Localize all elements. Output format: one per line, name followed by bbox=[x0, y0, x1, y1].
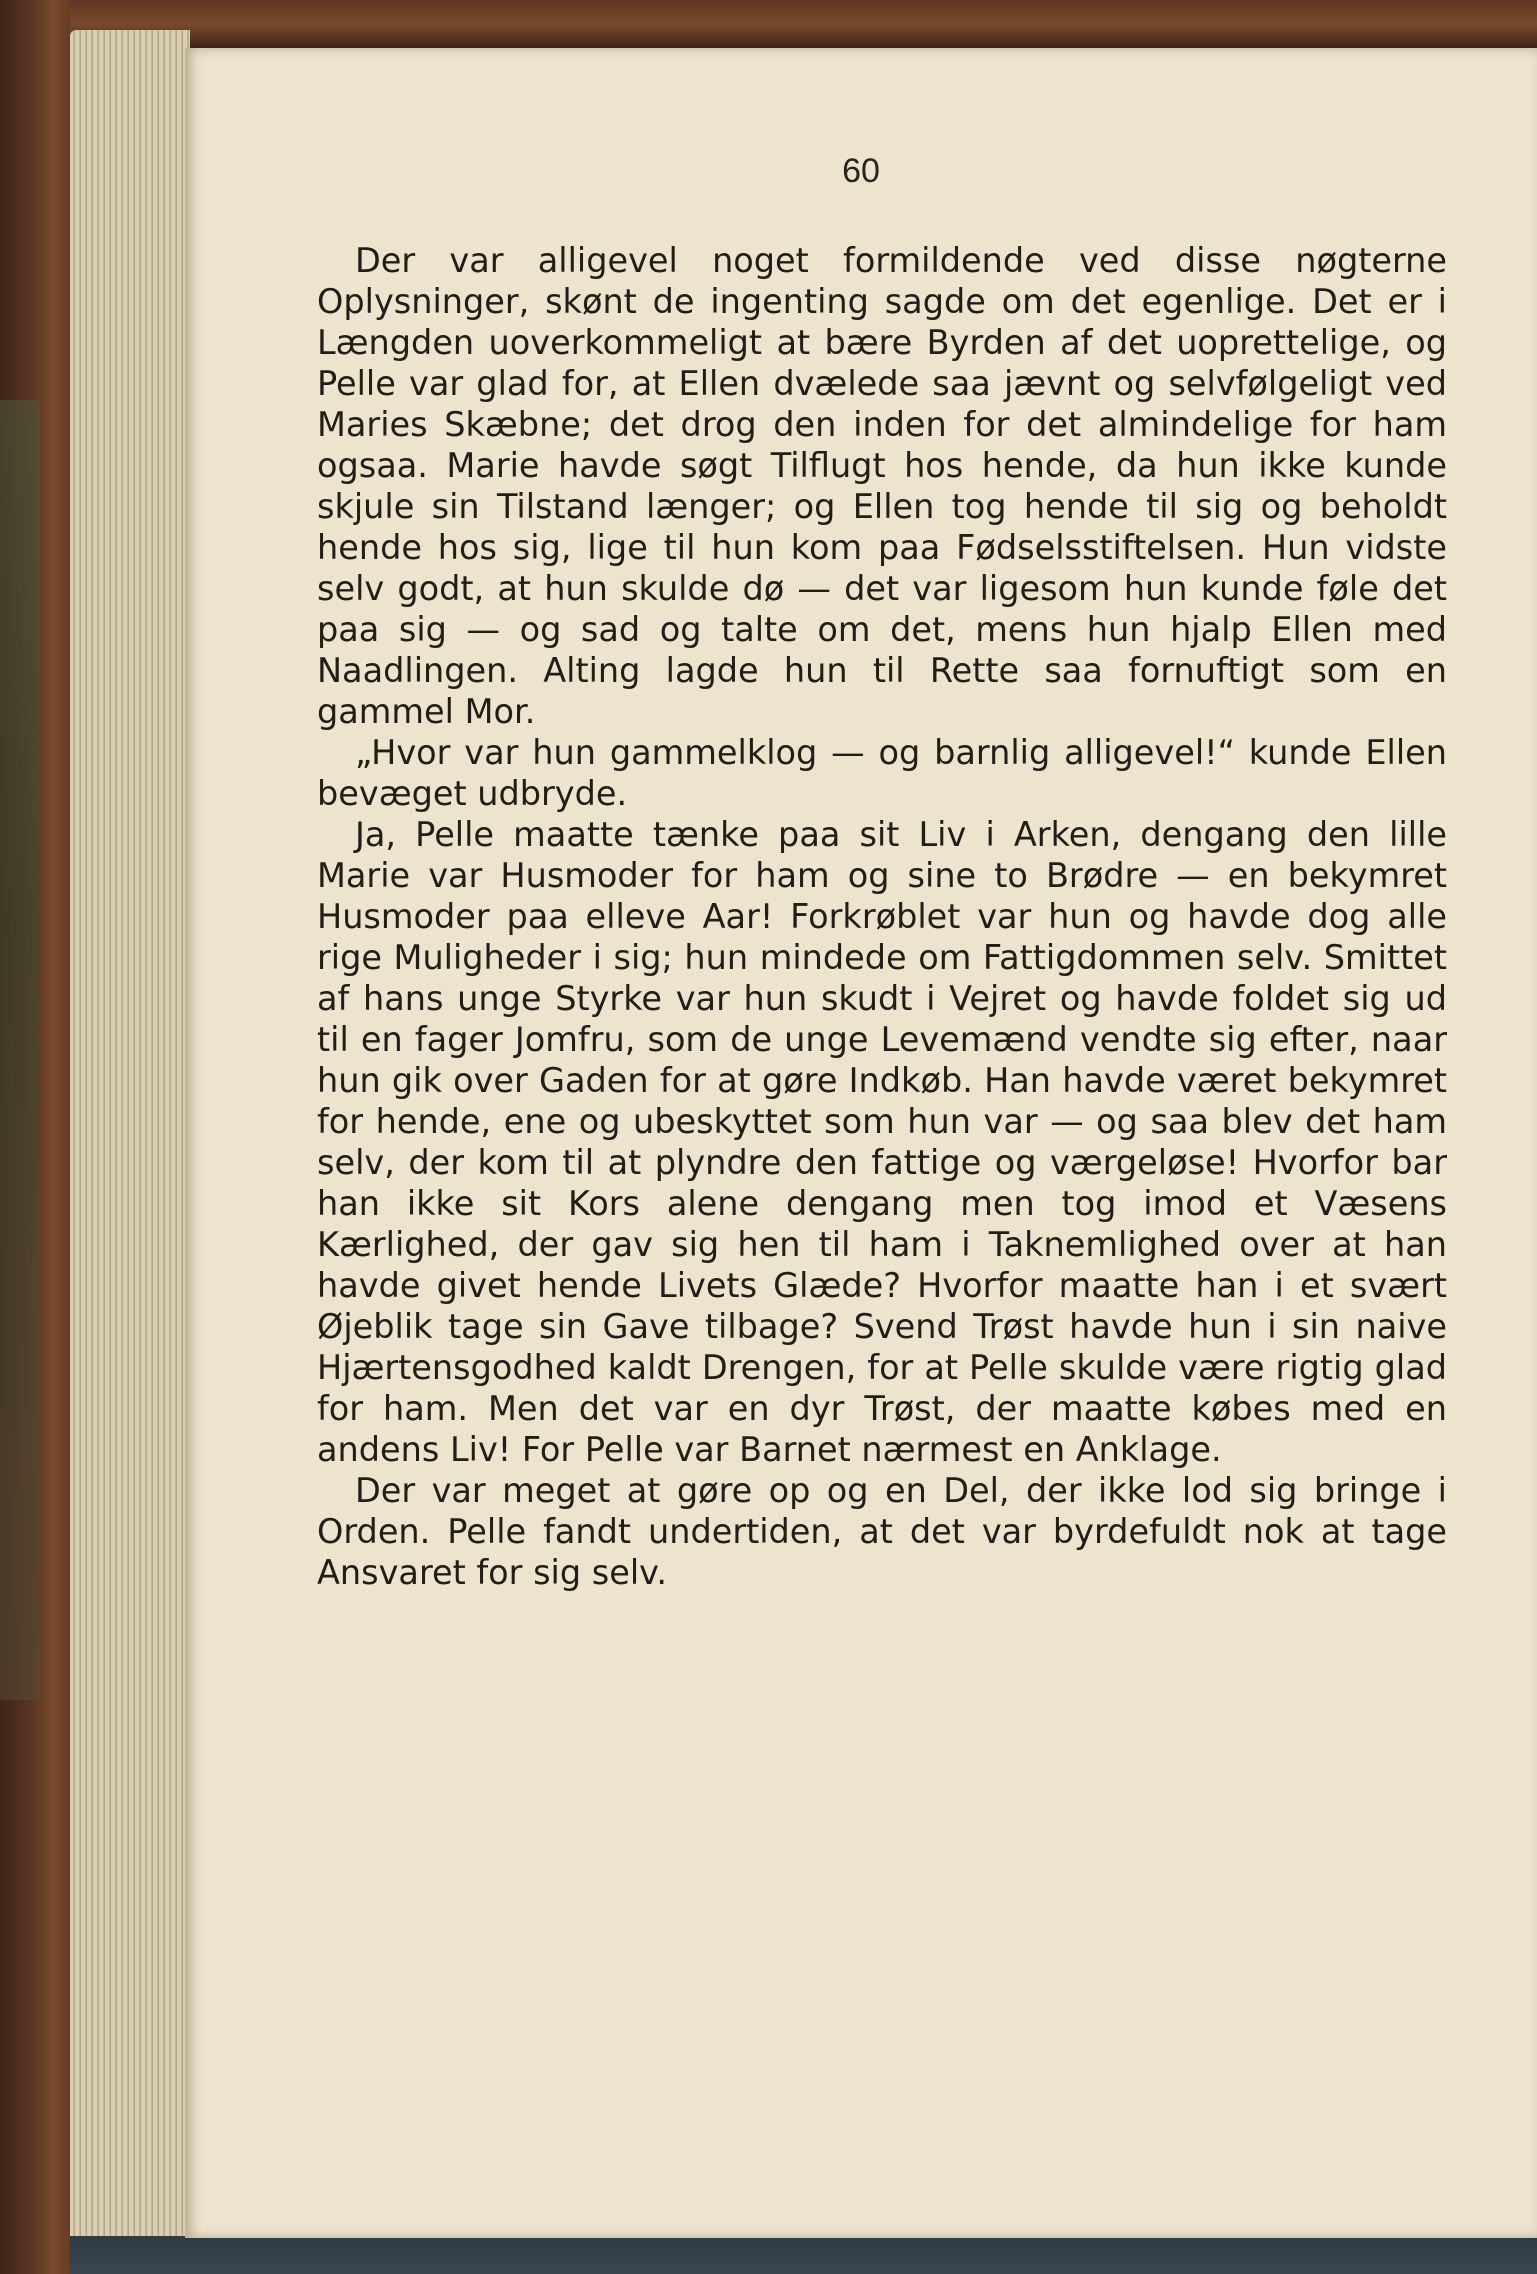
book-top-edge bbox=[70, 0, 1537, 48]
book-bottom-edge bbox=[70, 2236, 1537, 2274]
paragraph-4: Der var meget at gøre op og en Del, der ikke lod sig bringe i Orden. Pelle fandt undertiden, at det var byrdefuldt nok at tage Ansvaret for sig selv. bbox=[317, 1471, 1447, 1592]
paragraph-2: „Hvor var hun gammelklog — og barnlig alligevel!“ kunde Ellen bevæget udbryde. bbox=[317, 733, 1447, 813]
page-stack-edges bbox=[70, 30, 190, 2250]
cover-worn-edge bbox=[0, 400, 40, 1700]
page-number: 60 bbox=[842, 152, 880, 190]
paragraph-3: Ja, Pelle maatte tænke paa sit Liv i Arken, dengang den lille Marie var Husmoder for ham og sine to Brødre — en bekymret Husmoder paa elleve Aar! Forkrøblet var hun og havde dog alle rige Muligheder i sig; hun mindede om Fattigdommen selv. Smittet af hans unge Styrke var hun skudt i Vejret og havde foldet sig ud til en fager Jomfru, som de unge Levemænd vendte sig efter, naar hun gik over Gaden for at gøre Indkøb. Han havde været bekymret for hende, ene og ubeskyttet som hun var — og saa blev det ham selv, der kom til at plyndre den fattige og værgeløse! Hvorfor bar han ikke sit Kors alene dengang men tog imod et Væsens Kærlighed, der gav sig hen til ham i Taknemlighed over at han havde givet hende Livets Glæde? Hvorfor maatte han i et svært Øjeblik tage sin Gave tilbage? Svend Trøst havde hun i sin naive Hjærtensgodhed kaldt Drengen, for at Pelle skulde være rigtig glad for ham. Men det var en dyr Trøst, der maatte købes med en andens Liv! For Pelle var Barnet nærmest en Anklage. bbox=[317, 815, 1447, 1469]
body-text bbox=[317, 240, 1447, 1593]
paragraph-1: Der var alligevel noget formildende ved disse nøgterne Oplysninger, skønt de ingenting sagde om det egenlige. Det er i Længden uoverkommeligt at bære Byrden af det uoprettelige, og Pelle var glad for, at Ellen dvælede saa jævnt og selvfølgeligt ved Maries Skæbne; det drog den inden for det almindelige for ham ogsaa. Marie havde søgt Tilflugt hos hende, da hun ikke kunde skjule sin Tilstand længer; og Ellen tog hende til sig og beholdt hende hos sig, lige til hun kom paa Fødselsstiftelsen. Hun vidste selv godt, at hun skulde dø — det var ligesom hun kunde føle det paa sig — og sad og talte om det, mens hun hjalp Ellen med Naadlingen. Alting lagde hun til Rette saa fornuftigt som en gammel Mor. bbox=[317, 241, 1447, 731]
